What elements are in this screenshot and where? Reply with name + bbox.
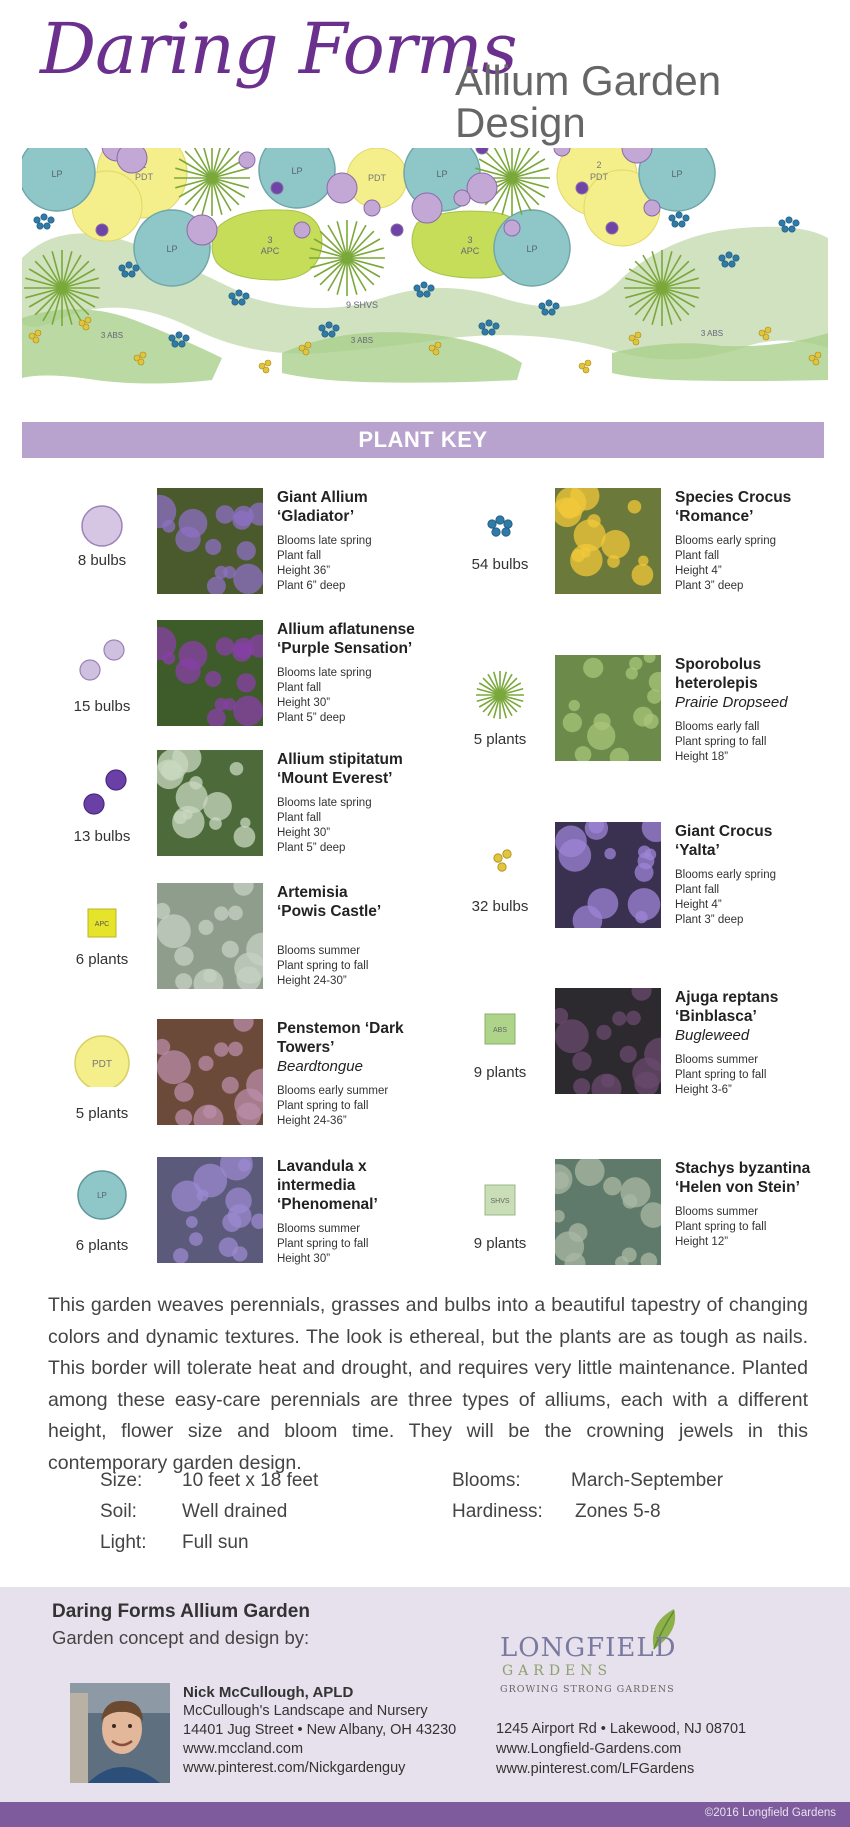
garden-plan-illustration: [22, 148, 828, 408]
plan-label: PDT: [590, 172, 608, 182]
plant-detail: Plant 3” deep: [675, 914, 744, 926]
crocus-yellow-symbol: [450, 830, 550, 890]
plan-label: PDT: [135, 172, 153, 182]
allium-bulb: [96, 224, 108, 236]
plant-name: Allium aflatunense: [277, 621, 415, 638]
plant-quantity: 8 bulbs: [77, 552, 127, 569]
plant-detail: Blooms summer: [675, 1054, 759, 1066]
specs-right: [452, 1470, 723, 1532]
crocus-yellow-cluster: [579, 360, 591, 373]
svg-text:PDT: PDT: [92, 1059, 112, 1070]
plant-photo: [157, 1019, 263, 1125]
svg-text:ABS: ABS: [492, 1027, 508, 1034]
plant-entry: [450, 488, 840, 598]
plant-info: [675, 655, 845, 765]
plant-entry: [52, 750, 442, 860]
allium-bulb: [391, 224, 403, 236]
plant-quantity: 6 plants: [75, 1237, 129, 1254]
plant-info: [277, 620, 447, 726]
plant-symbol: [52, 883, 152, 993]
allium-dark-symbol: [52, 758, 152, 818]
plant-detail: Plant 5” deep: [277, 842, 346, 854]
plant-detail: Plant spring to fall: [675, 736, 767, 748]
plan-label: LP: [166, 244, 178, 254]
plant-photo: [157, 883, 263, 989]
plant-photo: [555, 988, 661, 1094]
plant-name: Penstemon ‘Dark Towers’: [277, 1020, 404, 1056]
plan-label: LP: [671, 169, 683, 179]
logo-wordmark-2: GARDENS: [502, 1663, 613, 1679]
designer-name: Nick McCullough, APLD: [183, 1684, 354, 1701]
plan-label: APC: [460, 246, 480, 256]
plant-entry: [450, 655, 840, 765]
plant-common-name: Beardtongue: [277, 1058, 363, 1075]
plant-info: [675, 988, 845, 1098]
lp-plant: [259, 148, 335, 208]
plant-key-heading: PLANT KEY: [22, 422, 824, 458]
plan-label: 2: [596, 160, 602, 170]
page-subtitle: Allium Garden Design: [455, 57, 722, 146]
plant-quantity: 13 bulbs: [73, 828, 131, 845]
crocus-blue-cluster: [669, 212, 689, 227]
plant-quantity: 54 bulbs: [471, 556, 529, 573]
plant-cultivar: ‘Binblasca’: [675, 1008, 757, 1025]
company-pinterest-link[interactable]: www.pinterest.com/LFGardens: [496, 1761, 695, 1777]
grass-plant: [624, 250, 700, 326]
designer-company: McCullough's Landscape and Nursery: [183, 1703, 428, 1719]
plant-detail: Plant fall: [277, 682, 322, 694]
plan-label: 3: [267, 235, 273, 245]
plant-name: Ajuga reptans: [675, 989, 779, 1006]
grass-plant: [24, 250, 100, 326]
crocus-blue-cluster: [34, 214, 54, 229]
plant-cultivar: ‘Romance’: [675, 508, 754, 525]
spec-value: Zones 5-8: [575, 1501, 661, 1522]
designer-info: [183, 1683, 456, 1778]
plant-detail: Plant spring to fall: [675, 1069, 767, 1081]
grass-plant: [309, 220, 385, 296]
plant-symbol: [450, 1159, 550, 1269]
plant-info: [277, 1019, 447, 1129]
designer-address: 14401 Jug Street • New Albany, OH 43230: [183, 1722, 457, 1738]
allium-bulb: [467, 173, 497, 203]
spec-label: Soil:: [100, 1501, 137, 1522]
footer-title: Daring Forms Allium Garden: [52, 1601, 310, 1622]
plan-label: 3 ABS: [350, 336, 374, 345]
plant-detail: Plant 5” deep: [277, 712, 346, 724]
plant-cultivar: ‘Phenomenal’: [277, 1196, 378, 1213]
footer-bar: [0, 1802, 850, 1827]
allium-bulb: [644, 200, 660, 216]
plant-detail: Height 4”: [675, 899, 722, 911]
spec-row: [452, 1501, 723, 1532]
crocus-blue-symbol: [450, 496, 550, 556]
plan-label: APC: [260, 246, 280, 256]
plant-detail: Height 36”: [277, 565, 331, 577]
footer-subtitle: Garden concept and design by:: [52, 1627, 310, 1648]
plan-label: LP: [436, 169, 448, 179]
plant-detail: Blooms early summer: [277, 1085, 389, 1097]
plant-entry: [450, 822, 840, 932]
plant-detail: Height 30”: [277, 1253, 331, 1265]
allium-bulb: [454, 190, 470, 206]
plant-detail: Height 30”: [277, 697, 331, 709]
plant-cultivar: ‘Mount Everest’: [277, 770, 393, 787]
plant-quantity: 6 plants: [75, 951, 129, 968]
plant-photo: [555, 822, 661, 928]
plant-detail: Height 18”: [675, 751, 729, 763]
plan-label: LP: [51, 169, 63, 179]
plant-entry: [52, 1157, 442, 1267]
company-address: 1245 Airport Rd • Lakewood, NJ 08701: [496, 1721, 747, 1737]
allium-bulb: [271, 182, 283, 194]
plant-entry: [52, 620, 442, 730]
logo-tagline: GROWING STRONG GARDENS: [500, 1684, 675, 1695]
plant-detail: Plant spring to fall: [675, 1221, 767, 1233]
plant-info: [675, 1159, 845, 1250]
company-info: [496, 1719, 746, 1779]
plant-info: [277, 883, 447, 989]
header: [0, 0, 850, 150]
plant-quantity: 5 plants: [473, 731, 527, 748]
plant-cultivar: ‘Powis Castle’: [277, 903, 382, 920]
abs-symbol: [450, 996, 550, 1056]
plant-photo: [157, 750, 263, 856]
plant-detail: Height 30”: [277, 827, 331, 839]
plant-quantity: 9 plants: [473, 1235, 527, 1252]
plant-info: [277, 488, 447, 594]
spec-value: Full sun: [182, 1532, 249, 1553]
shvs-symbol: [450, 1167, 550, 1227]
allium-bulb: [364, 200, 380, 216]
plant-detail: Plant spring to fall: [277, 1238, 369, 1250]
plant-info: [675, 488, 845, 594]
svg-text:LP: LP: [97, 1191, 107, 1200]
plant-detail: Height 12”: [675, 1236, 729, 1248]
plant-detail: Blooms early spring: [675, 869, 776, 881]
plant-name: Sporobolus heterolepis: [675, 656, 762, 692]
plan-label: LP: [526, 244, 538, 254]
plant-symbol: [450, 822, 550, 932]
spec-value: Well drained: [182, 1501, 288, 1522]
plant-symbol: [450, 488, 550, 598]
plant-photo: [555, 488, 661, 594]
allium-bulb: [117, 148, 147, 173]
plant-photo: [555, 1159, 661, 1265]
giant-allium-symbol: [52, 496, 152, 556]
allium-bulb: [576, 182, 588, 194]
plant-detail: Height 24-36”: [277, 1115, 347, 1127]
plant-photo: [555, 655, 661, 761]
plant-entry: [52, 1019, 442, 1129]
crocus-yellow-cluster: [259, 360, 271, 373]
plant-detail: Blooms late spring: [277, 667, 372, 679]
specs-left: [100, 1470, 318, 1563]
lp-symbol: [52, 1165, 152, 1225]
spec-label: Hardiness:: [452, 1501, 543, 1522]
plant-photo: [157, 488, 263, 594]
plant-quantity: 32 bulbs: [471, 898, 529, 915]
allium-bulb: [187, 215, 217, 245]
spec-row: [452, 1470, 723, 1501]
plant-detail: Plant fall: [277, 812, 322, 824]
plant-detail: Height 3-6”: [675, 1084, 732, 1096]
plant-detail: Plant fall: [277, 550, 322, 562]
spec-label: Blooms:: [452, 1470, 521, 1491]
plant-common-name: Bugleweed: [675, 1027, 750, 1044]
plant-name: Stachys byzantina: [675, 1160, 811, 1177]
plant-detail: Blooms summer: [277, 1223, 361, 1235]
allium-bulb: [294, 222, 310, 238]
plant-name: Species Crocus: [675, 489, 792, 506]
allium-bulb: [239, 152, 255, 168]
allium-small-symbol: [52, 628, 152, 688]
plant-detail: Plant 3” deep: [675, 580, 744, 592]
plant-info: [277, 750, 447, 856]
plan-label: 3: [467, 235, 473, 245]
spec-value: 10 feet x 18 feet: [182, 1470, 319, 1491]
plant-symbol: [450, 655, 550, 765]
pdt-symbol: [52, 1027, 152, 1087]
spec-label: Size:: [100, 1470, 143, 1491]
plant-entry: [450, 1159, 840, 1269]
plant-detail: Height 24-30”: [277, 975, 347, 987]
spec-row: [100, 1501, 318, 1532]
designer-pinterest-link[interactable]: www.pinterest.com/Nickgardenguy: [183, 1760, 406, 1776]
plant-symbol: [52, 488, 152, 598]
svg-text:SHVS: SHVS: [490, 1198, 510, 1205]
plant-quantity: 15 bulbs: [73, 698, 131, 715]
svg-text:APC: APC: [94, 921, 110, 928]
plant-entry: [52, 488, 442, 598]
company-website-link[interactable]: www.Longfield-Gardens.com: [496, 1741, 682, 1757]
plant-detail: Blooms summer: [277, 945, 361, 957]
designer-website-link[interactable]: www.mccland.com: [183, 1741, 304, 1757]
plant-cultivar: ‘Helen von Stein’: [675, 1179, 800, 1196]
plant-detail: [277, 929, 447, 944]
plant-name: Giant Crocus: [675, 823, 773, 840]
plant-detail: Blooms early spring: [675, 535, 776, 547]
allium-bulb: [412, 193, 442, 223]
plant-cultivar: ‘Gladiator’: [277, 508, 355, 525]
plant-name: Lavandula x intermedia: [277, 1158, 367, 1194]
script-title: Daring Forms: [40, 8, 517, 90]
plant-quantity: 9 plants: [473, 1064, 527, 1081]
plant-detail: Plant fall: [675, 884, 720, 896]
allium-bulb: [327, 173, 357, 203]
plant-photo: [157, 620, 263, 726]
longfield-gardens-logo: [496, 1621, 686, 1701]
designer-portrait: [70, 1683, 170, 1783]
allium-bulb: [504, 220, 520, 236]
plant-name: Allium stipitatum: [277, 751, 403, 768]
garden-description: This garden weaves perennials, grasses and bulbs into a beautiful tapestry of changing colors and dynamic textures. The look is ethereal, but the plants are as tough as nails. This border will tolerate heat and drought, and requires very little maintenance. Planted among these easy-care perennials are three types of alliums, each with a different height, flower size and bloom time. They will be the crowning jewels in this contemporary garden design.: [48, 1294, 808, 1474]
copyright: ©2016 Longfield Gardens: [704, 1807, 836, 1819]
plant-entry: [52, 883, 442, 993]
plant-common-name: Prairie Dropseed: [675, 694, 788, 711]
plant-info: [675, 822, 845, 928]
plant-detail: Plant spring to fall: [277, 1100, 369, 1112]
spec-row: [100, 1470, 318, 1501]
spec-row: [100, 1532, 318, 1563]
logo-wordmark-1: LONGFIELD: [500, 1633, 677, 1663]
plan-label: PDT: [368, 173, 386, 183]
allium-bulb: [606, 222, 618, 234]
plant-detail: Blooms late spring: [277, 535, 372, 547]
apc-symbol: [52, 891, 152, 951]
plant-detail: Plant 6” deep: [277, 580, 346, 592]
plant-name: Giant Allium: [277, 489, 368, 506]
plant-info: [277, 1157, 447, 1267]
plant-name: Artemisia: [277, 884, 348, 901]
plant-quantity: 5 plants: [75, 1105, 129, 1122]
plant-photo: [157, 1157, 263, 1263]
plant-detail: Plant spring to fall: [277, 960, 369, 972]
plan-label: LP: [291, 166, 303, 176]
plant-detail: Height 4”: [675, 565, 722, 577]
grass-symbol: [450, 663, 550, 723]
plant-detail: Blooms summer: [675, 1206, 759, 1218]
plant-entry: [450, 988, 840, 1098]
spec-label: Light:: [100, 1532, 147, 1553]
plant-detail: Plant fall: [675, 550, 720, 562]
plant-detail: Blooms early fall: [675, 721, 760, 733]
plant-symbol: [450, 988, 550, 1098]
plant-cultivar: ‘Yalta’: [675, 842, 720, 859]
plant-detail: Blooms late spring: [277, 797, 372, 809]
plan-label: 3 ABS: [100, 331, 124, 340]
plan-label: 9 SHVS: [345, 300, 379, 310]
spec-value: March-September: [571, 1470, 724, 1491]
plant-cultivar: ‘Purple Sensation’: [277, 640, 413, 657]
footer: [0, 1587, 850, 1802]
plan-label: 3 ABS: [700, 329, 724, 338]
